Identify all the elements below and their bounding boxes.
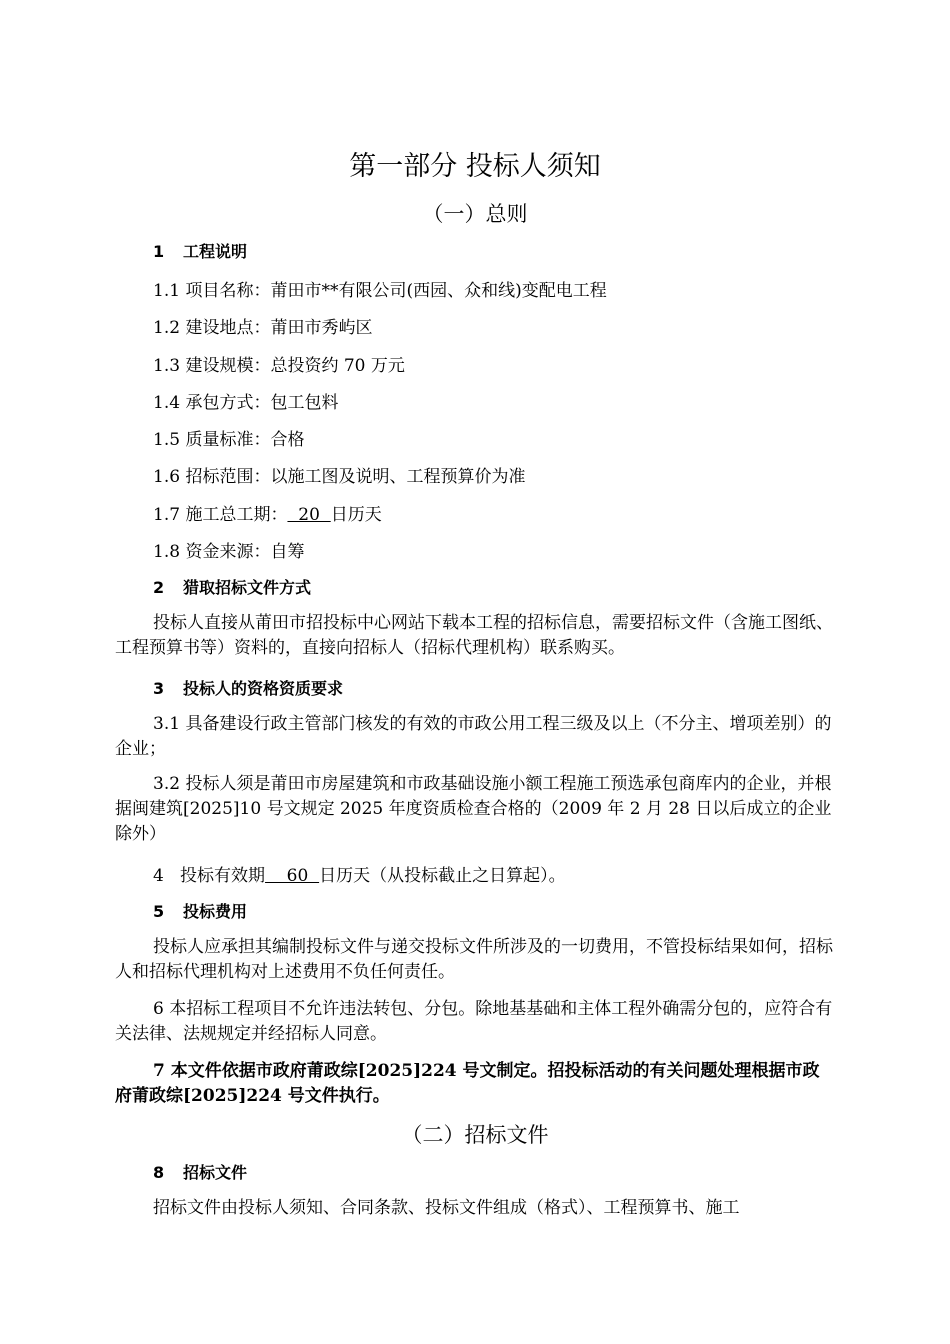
item-1-7: [153, 500, 382, 525]
item-4-label: 4 投标有效期: [153, 866, 266, 886]
heading-5: [153, 899, 247, 922]
item-1-5: 1.5 质量标准：合格: [153, 430, 305, 450]
item-1-8: 1.8 资金来源：自筹: [153, 542, 305, 562]
item-1-6: 1.6 招标范围：以施工图及说明、工程预算价为准: [153, 467, 526, 487]
paragraph-3-2: 3.2 投标人须是莆田市房屋建筑和市政基础设施小额工程施工预选承包商库内的企业，并根据闽建筑[2025]10 号文规定 2025 年度资质检查合格的（2009 年 2 月 28 日以后成立的企业除外）: [115, 774, 832, 844]
item-1-1: 1.1 项目名称：莆田市**有限公司(西园、众和线)变配电工程: [153, 281, 607, 301]
heading-number: 5: [153, 902, 165, 921]
item-4-unit: 日历天（从投标截止之日算起）。: [319, 866, 566, 886]
section-heading-tender-documents: （二）招标文件: [401, 1123, 549, 1147]
construction-period-value: 20: [287, 505, 331, 525]
paragraph-6: 6 本招标工程项目不允许违法转包、分包。除地基基础和主体工程外确需分包的，应符合有关法律、法规规定并经招标人同意。: [115, 999, 833, 1044]
heading-1: [153, 239, 247, 262]
heading-number: 1: [153, 242, 165, 261]
paragraph-3-1: 3.1 具备建设行政主管部门核发的有效的市政公用工程三级及以上（不分主、增项差别）的企业；: [115, 714, 832, 759]
validity-period-value: 60: [265, 866, 320, 886]
item-4: [153, 861, 566, 886]
heading-3: [153, 676, 343, 699]
heading-text: 招标文件: [183, 1163, 248, 1182]
item-1-2: 1.2 建设地点：莆田市秀屿区: [153, 318, 373, 338]
page-title: 第一部分 投标人须知: [349, 151, 601, 182]
heading-text: 工程说明: [183, 242, 248, 261]
heading-text: 投标费用: [183, 902, 248, 921]
item-1-7-label: 1.7 施工总工期：: [153, 505, 288, 525]
section-heading-general: （一）总则: [422, 202, 528, 226]
heading-text: 猎取招标文件方式: [183, 578, 312, 597]
heading-8: [153, 1160, 247, 1183]
paragraph-5: 投标人应承担其编制投标文件与递交投标文件所涉及的一切费用，不管投标结果如何，招标人和招标代理机构对上述费用不负任何责任。: [115, 937, 833, 982]
heading-number: 2: [153, 578, 165, 597]
paragraph-2: 投标人直接从莆田市招投标中心网站下载本工程的招标信息，需要招标文件（含施工图纸、工程预算书等）资料的，直接向招标人（招标代理机构）联系购买。: [115, 613, 833, 658]
heading-text: 投标人的资格资质要求: [183, 679, 344, 698]
item-1-7-unit: 日历天: [330, 505, 382, 525]
item-1-4: 1.4 承包方式：包工包料: [153, 393, 339, 413]
paragraph-7: 7 本文件依据市政府莆政综[2025]224 号文制定。招投标活动的有关问题处理根据市政府莆政综[2025]224 号文件执行。: [115, 1061, 820, 1106]
heading-2: [153, 575, 311, 598]
heading-number: 8: [153, 1163, 165, 1182]
heading-number: 3: [153, 679, 165, 698]
paragraph-8: 招标文件由投标人须知、合同条款、投标文件组成（格式）、工程预算书、施工: [153, 1198, 740, 1218]
item-1-3: 1.3 建设规模：总投资约 70 万元: [153, 356, 405, 376]
